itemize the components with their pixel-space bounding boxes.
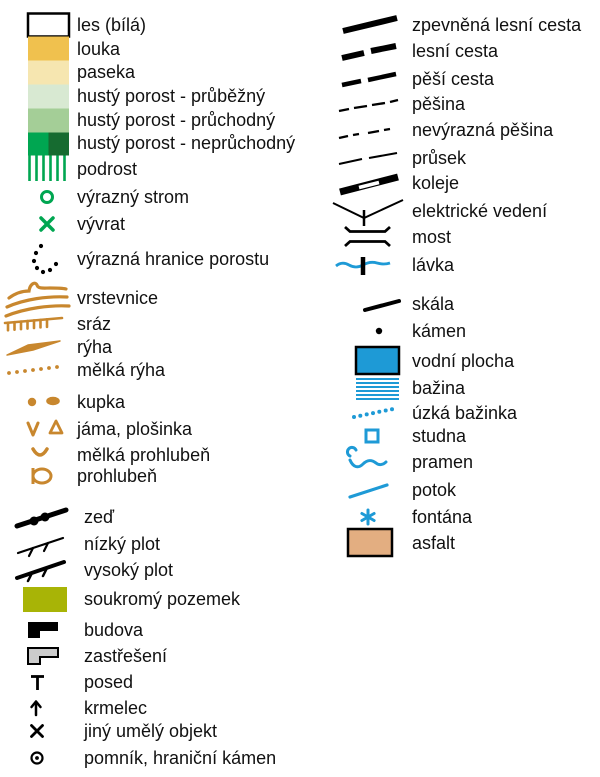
building-label: budova xyxy=(84,620,144,640)
high-seat-icon xyxy=(31,676,44,690)
asphalt-icon xyxy=(348,529,392,556)
contours-icon xyxy=(6,283,69,316)
water-body-label: vodní plocha xyxy=(412,351,515,371)
well-icon xyxy=(366,430,378,442)
fountain-icon xyxy=(362,510,374,524)
paved-forest-road-icon xyxy=(343,18,397,31)
ride-label: průsek xyxy=(412,148,467,168)
canopy-icon xyxy=(28,648,58,664)
swatch-veg-light-icon xyxy=(28,85,69,109)
narrow-marsh-icon xyxy=(352,407,394,419)
indistinct-path-label: nevýrazná pěšina xyxy=(412,120,554,140)
forest-road-icon xyxy=(342,46,396,58)
swatch-clearing-label: paseka xyxy=(77,62,136,83)
vegetation-boundary-icon xyxy=(32,244,58,274)
high-fence-label: vysoký plot xyxy=(84,560,174,580)
power-line-icon xyxy=(333,200,403,226)
shallow-depression-icon xyxy=(33,449,47,455)
small-path-icon xyxy=(339,100,398,111)
stream-icon xyxy=(350,485,387,497)
gully-label: rýha xyxy=(77,337,113,357)
fountain-label: fontána xyxy=(412,507,473,527)
knoll-label: kupka xyxy=(77,392,126,412)
man-made-object-icon xyxy=(32,726,43,737)
depression-icon xyxy=(33,468,51,484)
swatch-veg-light-label: hustý porost - průběžný xyxy=(77,86,266,106)
swatch-clearing-icon xyxy=(28,61,69,85)
canopy-label: zastřešení xyxy=(84,646,168,666)
footpath-icon xyxy=(342,74,396,85)
footpath-label: pěší cesta xyxy=(412,69,495,89)
monument-stone-icon xyxy=(32,753,43,764)
wall-icon xyxy=(17,510,66,526)
spring-icon xyxy=(347,447,386,466)
stream-label: potok xyxy=(412,480,457,500)
game-feeder-label: krmelec xyxy=(84,698,148,718)
low-fence-label: nízký plot xyxy=(84,534,161,554)
wall-label: zeď xyxy=(84,507,115,527)
swatch-forest-white-icon xyxy=(28,14,69,37)
rootstock-icon xyxy=(41,218,53,230)
prominent-tree-label: výrazný strom xyxy=(77,187,190,207)
swatch-private-land-icon xyxy=(23,587,67,612)
knoll-icon xyxy=(28,397,60,406)
swatch-meadow-label: louka xyxy=(77,38,121,59)
footbridge-label: lávka xyxy=(412,255,455,275)
bridge-label: most xyxy=(412,227,452,247)
gully-icon xyxy=(7,341,60,355)
swatch-veg-impassable-label: hustý porost - neprůchodný xyxy=(77,133,296,154)
pit-platform-label: jáma, plošinka xyxy=(77,419,193,439)
earth-bank-icon xyxy=(5,318,62,330)
rootstock-label: vývrat xyxy=(77,214,126,234)
monument-stone-label: pomník, hraniční kámen xyxy=(84,748,277,768)
game-feeder-icon xyxy=(32,702,41,716)
low-fence-icon xyxy=(18,538,63,556)
prominent-tree-icon xyxy=(42,192,53,203)
marsh-label: bažina xyxy=(412,378,466,398)
swatch-meadow-icon xyxy=(28,37,69,61)
high-seat-label: posed xyxy=(84,672,134,692)
asphalt-label: asfalt xyxy=(412,533,456,553)
vegetation-boundary-label: výrazná hranice porostu xyxy=(77,249,270,269)
shallow-gully-label: mělká rýha xyxy=(77,360,166,380)
earth-bank-label: sráz xyxy=(77,314,112,334)
swatch-veg-medium-label: hustý porost - průchodný xyxy=(77,109,276,130)
pit-platform-icon xyxy=(28,421,62,435)
boulder-label: kámen xyxy=(412,321,467,341)
water-body-icon xyxy=(356,347,399,374)
man-made-object-label: jiný umělý objekt xyxy=(84,721,218,741)
well-label: studna xyxy=(412,426,467,446)
footbridge-icon xyxy=(336,257,390,275)
shallow-gully-icon xyxy=(7,365,59,375)
railway-label: koleje xyxy=(412,173,460,193)
marsh-icon xyxy=(356,379,399,399)
forest-road-label: lesní cesta xyxy=(412,41,499,61)
swatch-veg-impassable-icon xyxy=(28,133,69,156)
rock-face-label: skála xyxy=(412,294,455,314)
undergrowth-stripes-label: podrost xyxy=(77,159,138,179)
narrow-marsh-label: úzká bažinka xyxy=(412,403,518,423)
swatch-private-land-label: soukromý pozemek xyxy=(84,589,241,609)
contours-label: vrstevnice xyxy=(77,288,159,308)
paved-forest-road-label: zpevněná lesní cesta xyxy=(412,15,582,35)
shallow-depression-label: mělká prohlubeň xyxy=(77,445,211,465)
rock-face-icon xyxy=(365,301,399,310)
small-path-label: pěšina xyxy=(412,94,466,114)
swatch-forest-white-label: les (bílá) xyxy=(77,15,147,35)
swatch-veg-medium-icon xyxy=(28,109,69,133)
boulder-icon xyxy=(376,328,382,334)
indistinct-path-icon xyxy=(339,129,390,138)
railway-icon xyxy=(340,177,398,192)
spring-label: pramen xyxy=(412,452,474,472)
high-fence-icon xyxy=(17,562,64,581)
power-line-label: elektrické vedení xyxy=(412,201,548,221)
bridge-icon xyxy=(345,227,390,246)
building-icon xyxy=(28,622,58,638)
ride-icon xyxy=(339,153,397,164)
undergrowth-stripes-icon xyxy=(30,156,65,182)
depression-label: prohlubeň xyxy=(77,466,158,486)
